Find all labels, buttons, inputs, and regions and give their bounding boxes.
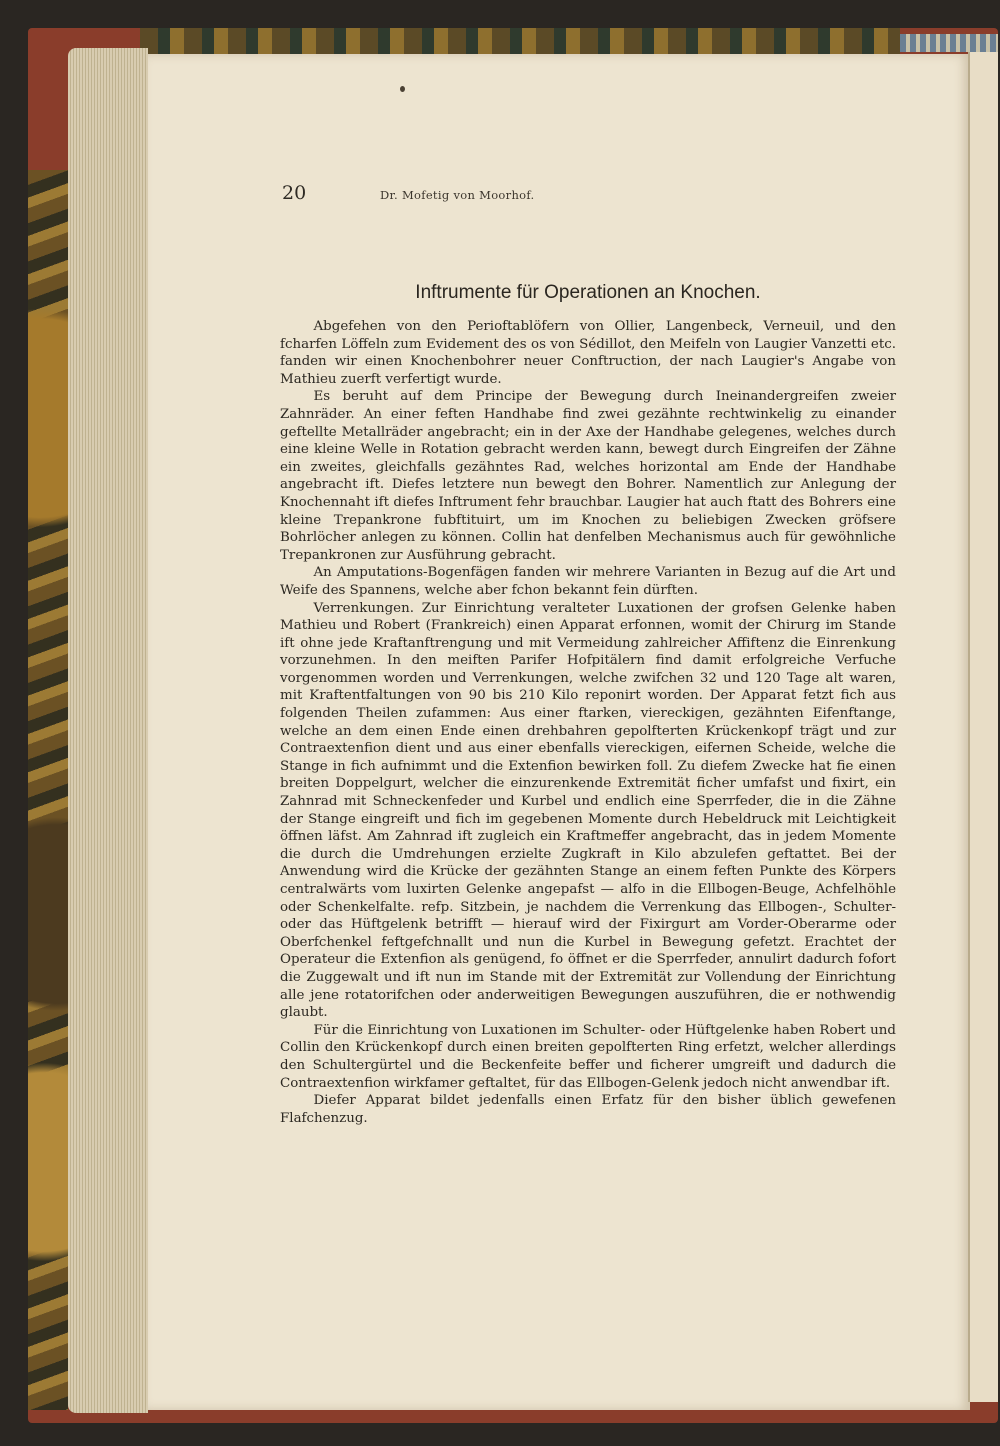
paragraph-3: An Amputations-Bogenfägen fanden wir mehrere Varianten in Bezug auf die Art und Weife des Spannens, welche aber fchon bekannt fein dürften. bbox=[280, 565, 896, 598]
paragraph-1: Abgefehen von den Perioftablöfern von Ollier, Langenbeck, Verneuil, und den fcharfen Löffeln zum Evidement des os von Sédillot, den Meifeln von Laugier Vanzetti etc. fanden wir einen Knochenbohrer neuer Conftruction, der nach Laugier's Angabe von Mathieu zuerft verfertigt wurde. bbox=[280, 319, 896, 387]
paragraph-4: Verrenkungen. Zur Einrichtung veralteter Luxationen der grofsen Gelenke haben Mathieu und Robert (Frankreich) einen Apparat erfonnen, womit der Chirurg im Stande ift ohne jede Kraftanftrengung und mit Vermeidung zahlreicher Affiftenz die Einrenkung vorzunehmen. In den meiften Parifer Hofpitälern find damit erfolgreiche Verfuche vorgenommen worden und Verrenkungen, welche zwifchen 32 und 120 Tage alt waren, mit Kraftentfaltungen von 90 bis 210 Kilo reponirt worden. Der Apparat fetzt fich aus folgenden Theilen zufammen: Aus einer ftarken, viereckigen, gezähnten Eifenftange, welche an dem einen Ende einen drehbahren gepolfterten Krückenkopf trägt und zur Contraextenfion dient und aus einer ebenfalls viereckigen, eifernen Scheide, welche die Stange in fich aufnimmt und die Extenfion bewirken foll. Zu diefem Zwecke hat fie einen breiten Doppelgurt, welcher die einzurenkende Extremität ficher umfafst und fixirt, ein Zahnrad mit Schneckenfeder und Kurbel und endlich eine Sperrfeder, die in die Zähne der Stange eingreift und fich im gegebenen Momente durch Hebeldruck mit Leichtigkeit öffnen läfst. Am Zahnrad ift zugleich ein Kraftmeffer angebracht, das in jedem Momente die durch die Umdrehungen erzielte Zugkraft in Kilo abzulefen geftattet. Bei der Anwendung wird die Krücke der gezähnten Stange an einem feften Punkte des Körpers centralwärts vom luxirten Gelenke angepafst — alfo in die Ellbogen-Beuge, Achfelhöhle oder Schenkelfalte. refp. Sitzbein, je nachdem die Verrenkung das Ellbogen-, Schulter- oder das Hüftgelenk betrifft — hierauf wird der Fixirgurt am Vorder-Oberarme oder Oberfchenkel feftgefchnallt und nun die Kurbel in Bewegung gefetzt. Erachtet der Operateur die Extenfion als genügend, fo öffnet er die Sperrfeder, annulirt dadurch fofort die Zuggewalt und ift nun im Stande mit der Extremität zur Vollendung der Einrichtung alle jene rotatorifchen oder anderweitigen Bewegungen auszuführen, die er nothwendig glaubt. bbox=[280, 600, 896, 1021]
paragraph-2: Es beruht auf dem Principe der Bewegung durch Ineinandergreifen zweier Zahnräder. An einer feften Handhabe find zwei gezähnte rechtwinkelig zu einander geftellte Metallräder angebracht; ein in der Axe der Handhabe gelegenes, welches durch eine kleine Welle in Rotation gebracht werden kann, bewegt durch Eingreifen der Zähne ein zweites, gleichfalls gezähntes Rad, welches horizontal am Ende der Handhabe angebracht ift. Diefes letztere nun bewegt den Bohrer. Namentlich zur Anlegung der Knochennaht ift diefes Inftrument fehr brauchbar. Laugier hat auch ftatt des Bohrers eine kleine Trepankrone fubftituirt, um im Knochen zu beliebigen Zwecken gröfsere Bohrlöcher anlegen zu können. Collin hat denfelben Mechanismus auch für gewöhnliche Trepankronen zur Ausführung gebracht. bbox=[280, 389, 896, 563]
marbled-edge-top bbox=[140, 28, 900, 54]
running-head: Dr. Mofetig von Moorhof. bbox=[380, 188, 535, 202]
section-heading: Inftrumente für Operationen an Knochen. bbox=[415, 282, 761, 303]
marbled-edge-left bbox=[28, 170, 68, 1410]
page-edges bbox=[68, 48, 148, 1413]
page-number: 20 bbox=[282, 182, 307, 204]
body-text bbox=[280, 318, 896, 1127]
paragraph-5: Für die Einrichtung von Luxationen im Schulter- oder Hüftgelenke haben Robert und Collin den Krückenkopf durch einen breiten gepolfterten Ring erfetzt, welcher allerdings den Schultergürtel und die Beckenfeite beffer und ficherer umgreift und dadurch die Contraextenfion wirkfamer geftaltet, für das Ellbogen-Gelenk jedoch nicht anwendbar ift. bbox=[280, 1022, 896, 1091]
cloth-binding-corner bbox=[900, 34, 998, 52]
ink-speck bbox=[400, 86, 405, 92]
paragraph-6: Diefer Apparat bildet jedenfalls einen Erfatz für den bisher üblich gewefenen Flafchenzug. bbox=[280, 1093, 896, 1126]
facing-page-edge bbox=[968, 52, 998, 1402]
